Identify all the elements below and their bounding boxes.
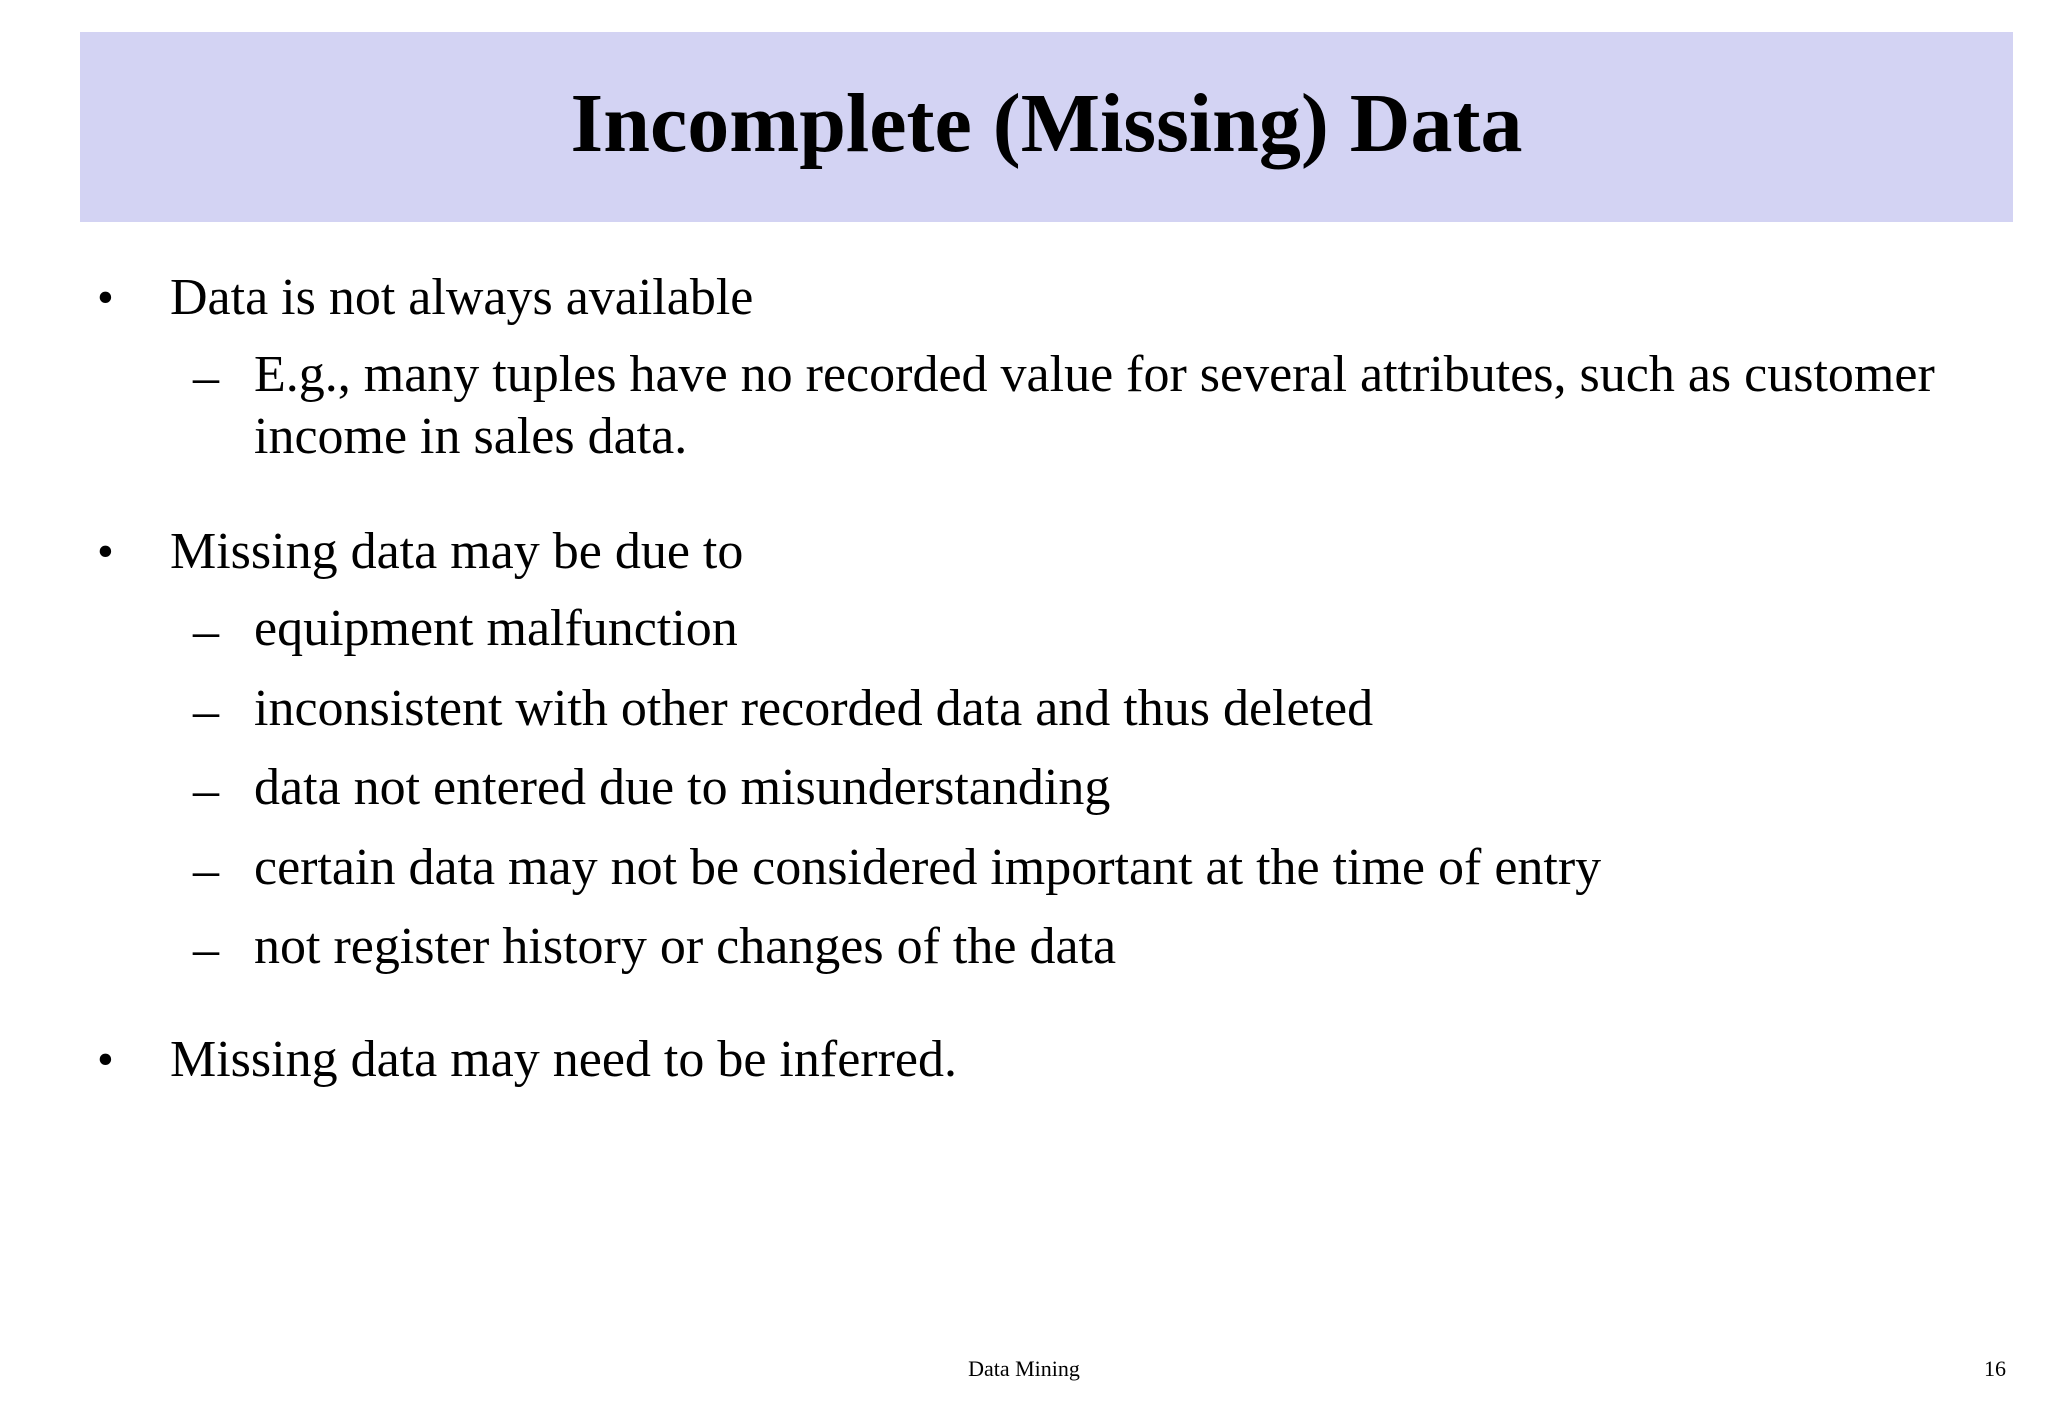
sub-bullet-marker: – (193, 842, 219, 899)
sub-bullet-marker: – (193, 762, 219, 819)
sub-bullet-equipment-malfunction: equipment malfunction (254, 600, 738, 657)
bullet-item-data-availability: Data is not always available (170, 269, 754, 326)
bullet-item-inferred: Missing data may need to be inferred. (170, 1031, 957, 1088)
sub-bullet-marker: – (193, 349, 219, 406)
footer-course-title: Data Mining (968, 1356, 1080, 1381)
sub-bullet-misunderstanding: data not entered due to misunderstanding (254, 759, 1111, 816)
bullet-marker: • (97, 1033, 114, 1086)
bullet-marker: • (97, 525, 114, 578)
sub-bullet-marker: – (193, 921, 219, 978)
sub-bullet-marker: – (193, 683, 219, 740)
sub-bullet-not-important: certain data may not be considered important at the time of entry (254, 839, 1602, 896)
sub-bullet-no-history: not register history or changes of the data (254, 918, 1117, 975)
bullet-marker: • (97, 271, 114, 324)
sub-bullet-example-line-1: E.g., many tuples have no recorded value for several attributes, such as customer (254, 346, 1935, 403)
slide-title: Incomplete (Missing) Data (570, 77, 1523, 170)
sub-bullet-marker: – (193, 603, 219, 660)
footer-page-number: 16 (1984, 1356, 2006, 1381)
bullet-item-missing-causes: Missing data may be due to (170, 523, 744, 580)
sub-bullet-example-line-2: income in sales data. (254, 408, 688, 465)
sub-bullet-inconsistent-deleted: inconsistent with other recorded data and thus deleted (254, 680, 1374, 737)
